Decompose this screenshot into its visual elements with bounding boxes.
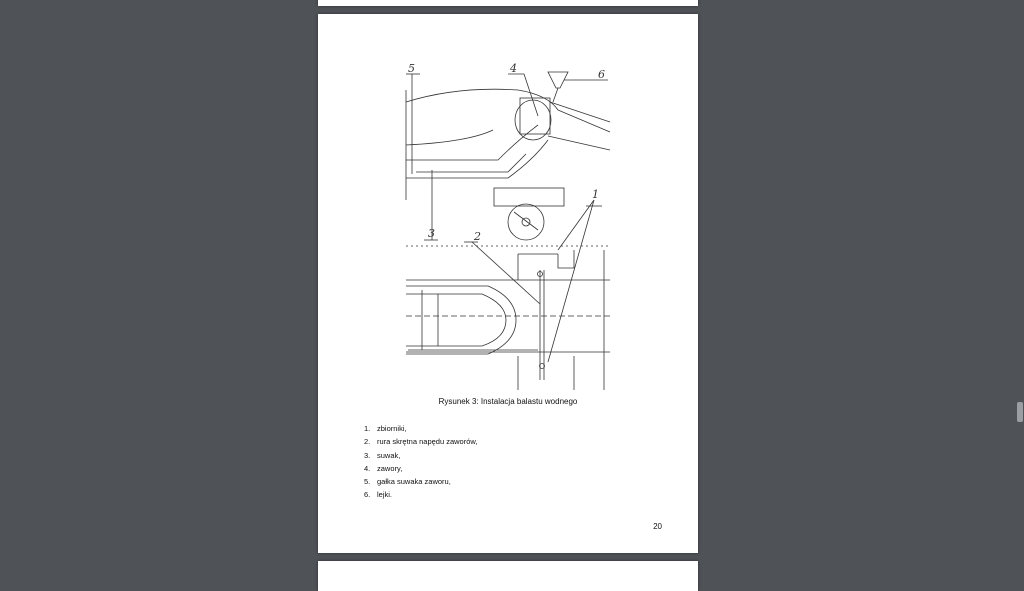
callout-2: 2	[474, 230, 481, 243]
legend-item: 3. suwak,	[364, 450, 401, 460]
callout-4: 4	[510, 62, 517, 75]
ballast-installation-drawing	[398, 50, 618, 390]
callout-3: 3	[428, 227, 435, 240]
previous-page-edge	[318, 0, 698, 6]
legend-item: 5. gałka suwaka zaworu,	[364, 477, 451, 487]
legend-item: 1. zbiorniki,	[364, 424, 407, 433]
figure-caption: Rysunek 3: Instalacja balastu wodnego	[438, 397, 578, 406]
legend-item: 4. zawory,	[364, 463, 403, 473]
legend-list	[364, 422, 477, 502]
callout-6: 6	[598, 68, 605, 81]
legend-item: 2. rura skrętna napędu zaworów,	[364, 437, 478, 447]
vertical-scrollbar[interactable]	[1016, 0, 1024, 576]
callout-1: 1	[592, 188, 599, 201]
next-page-edge	[318, 561, 698, 591]
document-page	[318, 14, 698, 553]
callout-5: 5	[408, 62, 415, 75]
page-number: 20	[653, 522, 662, 531]
legend-item: 6. lejki.	[364, 490, 393, 500]
scrollbar-thumb[interactable]	[1017, 402, 1023, 422]
